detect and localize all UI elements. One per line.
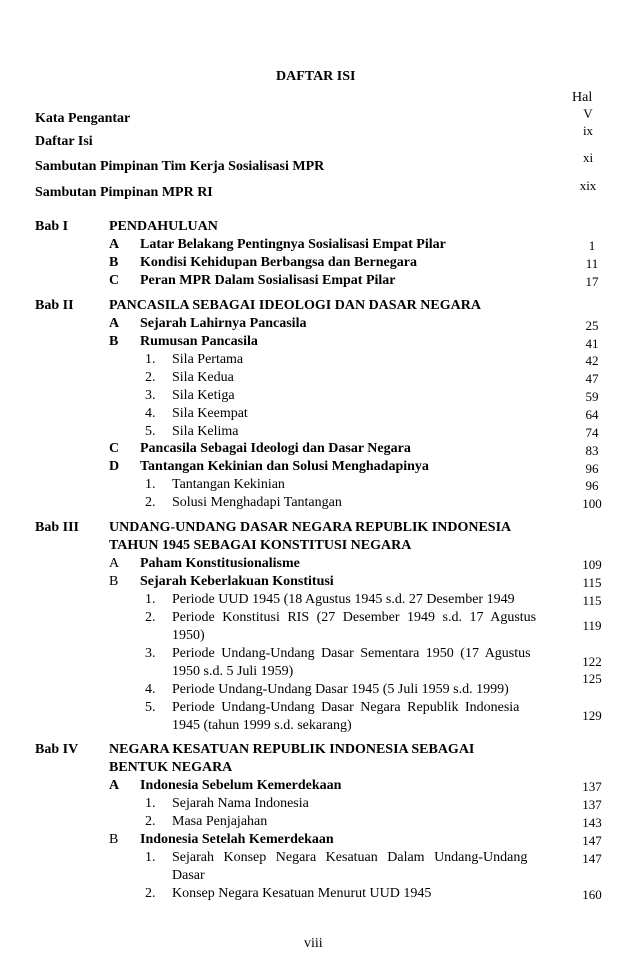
list-number: 5.	[145, 424, 156, 439]
front-page-2: ix	[582, 123, 594, 138]
toc-entry: Solusi Menghadapi Tantangan .....	[172, 495, 565, 511]
bab-3-a-marker: A	[109, 556, 120, 571]
toc-entry: Pancasila Sebagai Ideologi dan Dasar Negara	[140, 441, 411, 456]
list-number: 2.	[145, 814, 156, 829]
list-number: 2.	[145, 495, 156, 510]
bab-3-b-marker: B	[109, 574, 119, 589]
bab-2-number: Bab II	[35, 298, 74, 313]
toc-page: 1	[588, 238, 596, 253]
list-number: 3.	[145, 388, 156, 403]
bab-3-title-line-1: UNDANG-UNDANG DASAR NEGARA REPUBLIK INDONESIA	[109, 520, 512, 535]
toc-page: 74	[585, 425, 599, 440]
list-number: 2.	[145, 370, 156, 385]
bab-1-title: PENDAHULUAN	[109, 219, 218, 234]
bab-2-d-marker: D	[109, 459, 120, 474]
list-number: 5.	[145, 700, 156, 715]
toc-page: 115	[582, 593, 602, 608]
toc-entry: 1950) .....	[172, 628, 565, 644]
list-number: 1.	[145, 477, 156, 492]
toc-entry: Dasar .....	[172, 868, 565, 884]
toc-page: 11	[585, 256, 599, 271]
toc-page: 96	[585, 478, 599, 493]
list-number: 2.	[145, 610, 156, 625]
front-page-1: V	[583, 106, 593, 121]
toc-page: 143	[582, 815, 602, 830]
toc-page: 119	[582, 618, 602, 633]
bab-1-a-marker: A	[109, 237, 120, 252]
hal-label: Hal	[572, 90, 593, 105]
toc-page: 137	[582, 779, 602, 794]
toc-entry: Sila Kelima .....	[172, 424, 565, 440]
toc-entry-line-1: Periode Undang-Undang Dasar Negara Republik Indonesia	[172, 700, 520, 715]
bab-3-title-line-2: TAHUN 1945 SEBAGAI KONSTITUSI NEGARA	[109, 538, 412, 553]
toc-page: 96	[585, 461, 599, 476]
bab-1-c-marker: C	[109, 273, 120, 288]
toc-page: 122	[582, 654, 602, 669]
front-kata-pengantar: Kata Pengantar	[35, 111, 131, 126]
toc-page: 147	[582, 833, 602, 848]
toc-entry: Sejarah Keberlakuan Konstitusi	[140, 574, 334, 589]
toc-page: 125	[582, 671, 602, 686]
toc-entry: Sila Ketiga .....	[172, 388, 565, 404]
bab-4-b-marker: B	[109, 832, 119, 847]
list-number: 4.	[145, 406, 156, 421]
toc-entry: Periode Undang-Undang Dasar 1945 (5 Juli 1959 s.d. 1999) .....	[172, 682, 565, 698]
toc-page: 115	[582, 575, 602, 590]
toc-page: 100	[582, 496, 602, 511]
toc-entry: Peran MPR Dalam Sosialisasi Empat Pilar .....	[140, 273, 565, 289]
list-number: 1.	[145, 850, 156, 865]
toc-entry-line-1: Periode Konstitusi RIS (27 Desember 1949 s.d. 17 Agustus	[172, 610, 537, 625]
front-page-4: xix	[579, 178, 597, 193]
front-sambutan-mpr: Sambutan Pimpinan MPR RI	[35, 185, 213, 200]
bab-2-a-marker: A	[109, 316, 120, 331]
bab-3-number: Bab III	[35, 520, 79, 535]
bab-2-b-marker: B	[109, 334, 119, 349]
list-number: 1.	[145, 592, 156, 607]
toc-entry: Periode UUD 1945 (18 Agustus 1945 s.d. 27 Desember 1949 .....	[172, 592, 565, 608]
list-number: 2.	[145, 886, 156, 901]
front-daftar-isi: Daftar Isi	[35, 134, 93, 149]
list-number: 4.	[145, 682, 156, 697]
bab-1-number: Bab I	[35, 219, 69, 234]
toc-page: 147	[582, 851, 602, 866]
bab-4-number: Bab IV	[35, 742, 79, 757]
list-number: 3.	[145, 646, 156, 661]
toc-entry: Sejarah Nama Indonesia .....	[172, 796, 565, 812]
bab-4-a-marker: A	[109, 778, 120, 793]
toc-page: 64	[585, 407, 599, 422]
toc-entry: Kondisi Kehidupan Berbangsa dan Bernegara .....	[140, 255, 565, 271]
toc-entry: Indonesia Sebelum Kemerdekaan .....	[140, 778, 565, 794]
toc-page: 25	[585, 318, 599, 333]
toc-entry: Latar Belakang Pentingnya Sosialisasi Empat Pilar .....	[140, 237, 565, 253]
toc-entry: Tantangan Kekinian dan Solusi Menghadapinya	[140, 459, 429, 474]
toc-entry: Sila Pertama .....	[172, 352, 565, 368]
toc-entry: Tantangan Kekinian .....	[172, 477, 565, 493]
bab-4-title-line-1: NEGARA KESATUAN REPUBLIK INDONESIA SEBAGAI	[109, 742, 475, 757]
toc-page: 17	[585, 274, 599, 289]
toc-entry: 1945 (tahun 1999 s.d. sekarang) .....	[172, 718, 565, 734]
toc-entry: Sila Kedua .....	[172, 370, 565, 386]
toc-page: 83	[585, 443, 599, 458]
page-title: DAFTAR ISI	[276, 69, 356, 84]
toc-entry-line-1: Sejarah Konsep Negara Kesatuan Dalam Undang-Undang	[172, 850, 528, 865]
list-number: 1.	[145, 352, 156, 367]
bab-1-b-marker: B	[109, 255, 119, 270]
toc-entry: Sejarah Lahirnya Pancasila .....	[140, 316, 565, 332]
front-sambutan-tim: Sambutan Pimpinan Tim Kerja Sosialisasi MPR	[35, 159, 325, 174]
toc-page: 129	[582, 708, 602, 723]
bab-2-c-marker: C	[109, 441, 120, 456]
list-number: 1.	[145, 796, 156, 811]
toc-entry-line-1: Periode Undang-Undang Dasar Sementara 1950 (17 Agustus	[172, 646, 531, 661]
footer-page-number: viii	[304, 936, 323, 951]
toc-page: 137	[582, 797, 602, 812]
toc-entry: Konsep Negara Kesatuan Menurut UUD 1945 .....	[172, 886, 565, 902]
toc-entry: Indonesia Setelah Kemerdekaan .....	[140, 832, 565, 848]
bab-4-title-line-2: BENTUK NEGARA	[109, 760, 233, 775]
toc-entry: Rumusan Pancasila .....	[140, 334, 565, 350]
toc-entry: 1950 s.d. 5 Juli 1959) .....	[172, 664, 565, 680]
toc-page: 42	[585, 353, 599, 368]
front-page-3: xi	[582, 150, 594, 165]
toc-page: 59	[585, 389, 599, 404]
toc-entry: Sila Keempat .....	[172, 406, 565, 422]
toc-entry: Paham Konstitusionalisme	[140, 556, 300, 571]
toc-page: 41	[585, 336, 599, 351]
toc-entry: Masa Penjajahan .....	[172, 814, 565, 830]
toc-page: 47	[585, 371, 599, 386]
toc-page: 160	[582, 887, 602, 902]
bab-2-title: PANCASILA SEBAGAI IDEOLOGI DAN DASAR NEGARA	[109, 298, 481, 313]
toc-page: 109	[582, 557, 602, 572]
